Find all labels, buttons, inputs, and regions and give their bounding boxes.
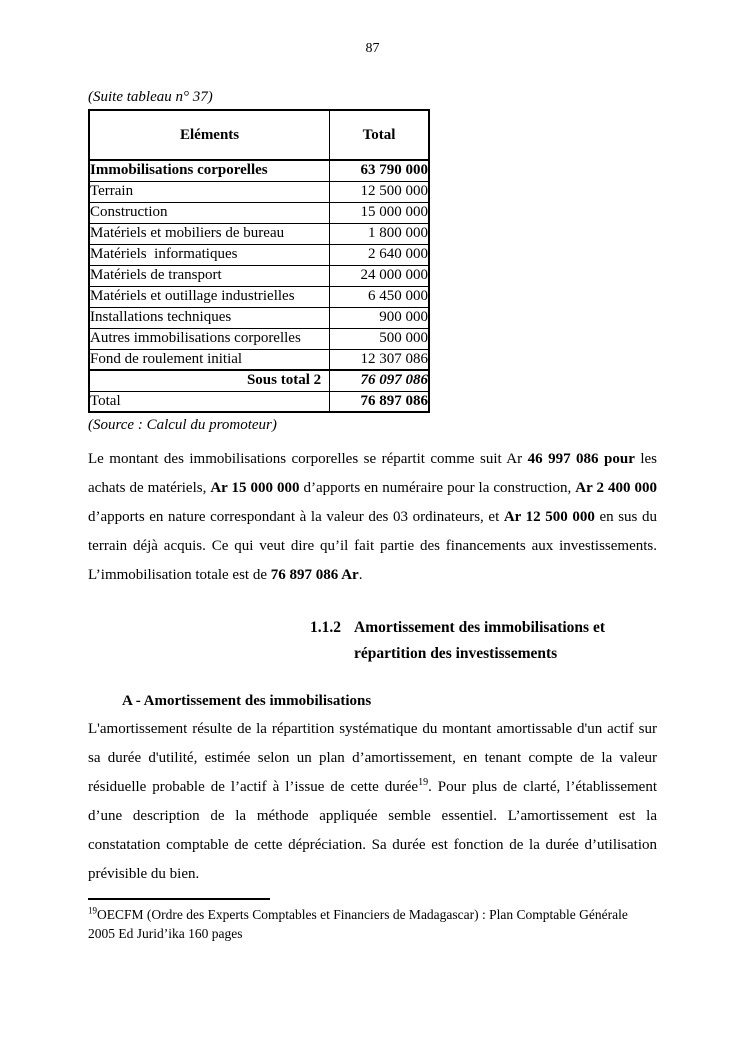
column-header-elements: Eléments	[89, 110, 330, 160]
column-header-total: Total	[330, 110, 429, 160]
table-row	[89, 265, 429, 286]
total-cell: 12 307 086	[330, 349, 429, 370]
element-cell: Terrain	[89, 181, 330, 202]
table-row	[89, 349, 429, 370]
total-cell: 76 097 086	[330, 370, 429, 391]
bold-text-run: Ar 12 500 000	[503, 509, 595, 525]
element-cell: Matériels de transport	[89, 265, 330, 286]
table-header-row	[89, 110, 429, 160]
table-row	[89, 328, 429, 349]
footnote-text: OECFM (Ordre des Experts Comptables et Financiers de Madagascar) : Plan Comptable Générale 2005 Ed Jurid’ika 160 pages	[88, 907, 628, 941]
section-heading	[310, 615, 657, 667]
text-run: d’apports en nature correspondant à la valeur des 03 ordinateurs, et	[88, 509, 504, 525]
text-run: Le montant des immobilisations corporelles se répartit comme suit Ar	[88, 451, 528, 467]
total-cell: 12 500 000	[330, 181, 429, 202]
bold-text-run: 76 897 086 Ar	[270, 567, 359, 583]
total-cell: 6 450 000	[330, 286, 429, 307]
table-row	[89, 370, 429, 391]
element-cell: Immobilisations corporelles	[89, 160, 330, 181]
total-cell: 24 000 000	[330, 265, 429, 286]
table-row	[89, 307, 429, 328]
table-row	[89, 244, 429, 265]
total-cell: 76 897 086	[330, 391, 429, 412]
text-run: L'amortissement résulte de la répartition systématique du montant amortissable d'un actif sur sa durée d'utilité, estimée selon un plan d’amortissement, en tenant compte de la valeur résiduelle probable de l’actif à l’issue de cette durée	[88, 721, 657, 795]
section-title-line2: répartition des investissements	[354, 645, 558, 662]
section-title-line1: Amortissement des immobilisations et	[354, 619, 605, 636]
page-number: 87	[365, 41, 380, 56]
table-row	[89, 202, 429, 223]
table-row	[89, 286, 429, 307]
table-body	[89, 160, 429, 412]
bold-text-run: Ar 2 400 000	[575, 480, 657, 496]
total-cell: 1 800 000	[330, 223, 429, 244]
table-row	[89, 223, 429, 244]
footnote-marker: 19	[88, 905, 97, 916]
element-cell: Construction	[89, 202, 330, 223]
paragraph-amortissement	[88, 715, 657, 889]
element-cell: Sous total 2	[89, 370, 330, 391]
total-cell: 63 790 000	[330, 160, 429, 181]
source-note: (Source : Calcul du promoteur)	[88, 417, 277, 433]
table-row	[89, 160, 429, 181]
total-cell: 900 000	[330, 307, 429, 328]
text-run: . Pour plus de clarté, l’établissement d’une description de la méthode appliquée semble essentiel. L’amortissement est la constatation comptable de cette dépréciation. Sa durée est fonction de la durée d’utilisation prévisible du bien.	[88, 779, 657, 882]
paragraph-immobilisations	[88, 445, 657, 590]
table-row	[89, 391, 429, 412]
section-number: 1.1.2	[310, 619, 341, 636]
element-cell: Installations techniques	[89, 307, 330, 328]
section-title	[354, 615, 605, 667]
element-cell: Matériels et outillage industrielles	[89, 286, 330, 307]
footnote-separator	[88, 898, 270, 900]
text-run: .	[358, 567, 363, 583]
total-cell: 15 000 000	[330, 202, 429, 223]
text-run: en sus du terrain déjà acquis. Ce qui veut dire qu’il fait partie des financements aux investissements. L’immobilisation totale est de	[88, 509, 657, 583]
table-header	[89, 110, 429, 160]
element-cell: Matériels et mobiliers de bureau	[89, 223, 330, 244]
bold-text-run: Ar 15 000 000	[210, 480, 300, 496]
bold-text-run: 46 997 086 pour	[527, 451, 635, 467]
table-caption: (Suite tableau n° 37)	[88, 89, 213, 105]
element-cell: Autres immobilisations corporelles	[89, 328, 330, 349]
element-cell: Matériels informatiques	[89, 244, 330, 265]
element-cell: Total	[89, 391, 330, 412]
total-cell: 500 000	[330, 328, 429, 349]
financial-table	[88, 109, 430, 413]
text-run: les achats de matériels,	[88, 451, 657, 496]
text-run: d’apports en numéraire pour la construction,	[299, 480, 576, 496]
table-row	[89, 181, 429, 202]
total-cell: 2 640 000	[330, 244, 429, 265]
subsection-heading: A - Amortissement des immobilisations	[122, 693, 372, 709]
footnote	[88, 905, 657, 943]
element-cell: Fond de roulement initial	[89, 349, 330, 370]
footnote-reference: 19	[418, 777, 429, 788]
